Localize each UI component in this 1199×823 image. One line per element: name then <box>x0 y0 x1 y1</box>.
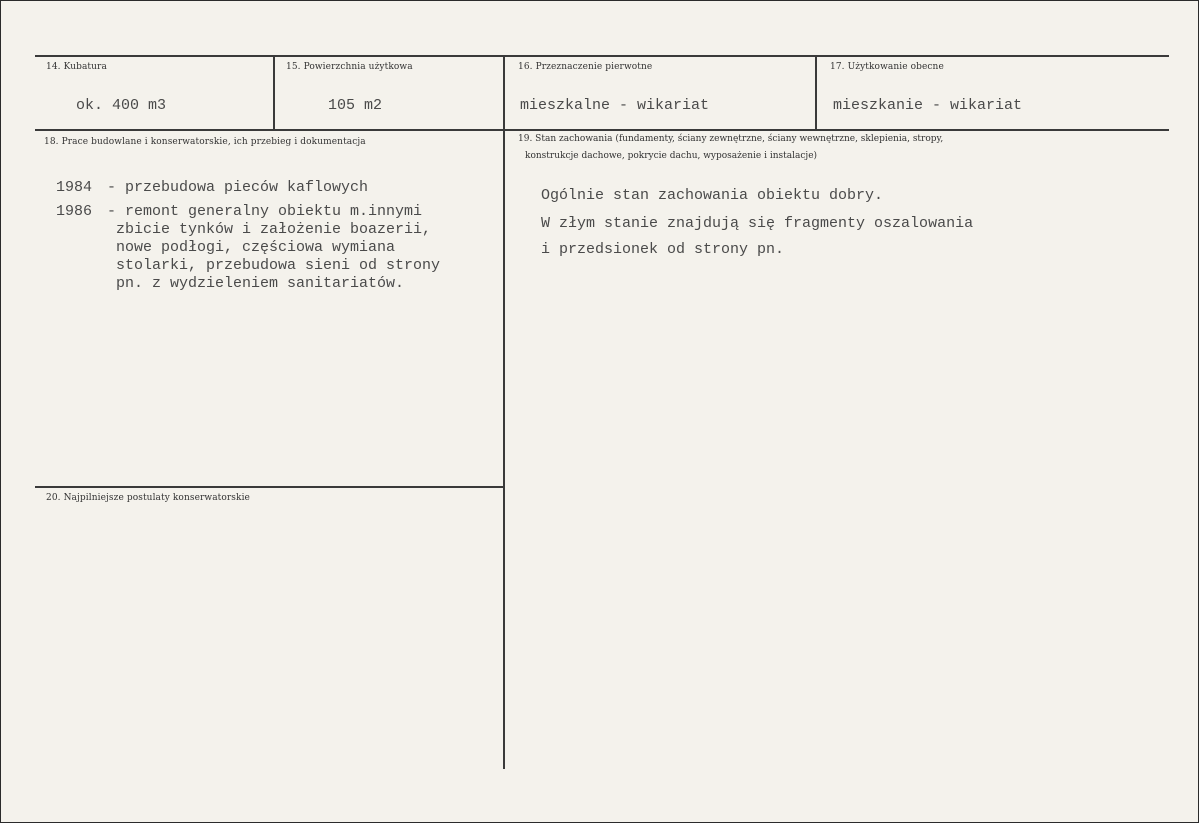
field-14-value: ok. 400 m3 <box>76 97 167 114</box>
entry-1986-text <box>107 203 440 293</box>
condition-line-2: W złym stanie znajdują się fragmenty oszalowania <box>541 215 974 232</box>
entry-1984-year: 1984 <box>56 179 93 196</box>
entry-1984-line-1: - przebudowa pieców kaflowych <box>107 179 369 196</box>
field-16-value: mieszkalne - wikariat <box>520 97 710 114</box>
field-14-label: 14. Kubatura <box>46 62 107 72</box>
entry-1984-text <box>107 179 368 197</box>
field-19-label-line-1: 19. Stan zachowania (fundamenty, ściany zewnętrzne, ściany wewnętrzne, sklepienia, stropy, <box>518 134 944 144</box>
field-19-label <box>518 131 988 165</box>
field-18-label: 18. Prace budowlane i konserwatorskie, ich przebieg i dokumentacja <box>44 137 366 147</box>
top-rule <box>35 55 1169 57</box>
field-16-label: 16. Przeznaczenie pierwotne <box>518 62 653 72</box>
field-17-label: 17. Użytkowanie obecne <box>830 62 944 72</box>
field-20-label: 20. Najpilniejsze postulaty konserwatorskie <box>46 493 250 503</box>
condition-line-1: Ogólnie stan zachowania obiektu dobry. <box>541 187 884 204</box>
entry-1986-year: 1986 <box>56 203 93 220</box>
entry-1986-line-3: nowe podłogi, częściowa wymiana <box>116 239 396 256</box>
section20-top-rule <box>35 486 505 488</box>
divider-16-17 <box>815 57 817 129</box>
entry-1986-line-1: - remont generalny obiektu m.innymi <box>107 203 423 220</box>
condition-line-3: i przedsionek od strony pn. <box>541 241 785 258</box>
divider-15-16 <box>503 57 505 769</box>
divider-14-15 <box>273 57 275 129</box>
entry-1986-line-2: zbicie tynków i założenie boazerii, <box>116 221 432 238</box>
entry-1986-line-4: stolarki, przebudowa sieni od strony <box>116 257 441 274</box>
field-15-label: 15. Powierzchnia użytkowa <box>286 62 413 72</box>
field-15-value: 105 m2 <box>328 97 383 114</box>
entry-1986-line-5: pn. z wydzieleniem sanitariatów. <box>116 275 405 292</box>
field-19-label-line-2: konstrukcje dachowe, pokrycie dachu, wyposażenie i instalacje) <box>525 151 818 161</box>
field-17-value: mieszkanie - wikariat <box>833 97 1023 114</box>
